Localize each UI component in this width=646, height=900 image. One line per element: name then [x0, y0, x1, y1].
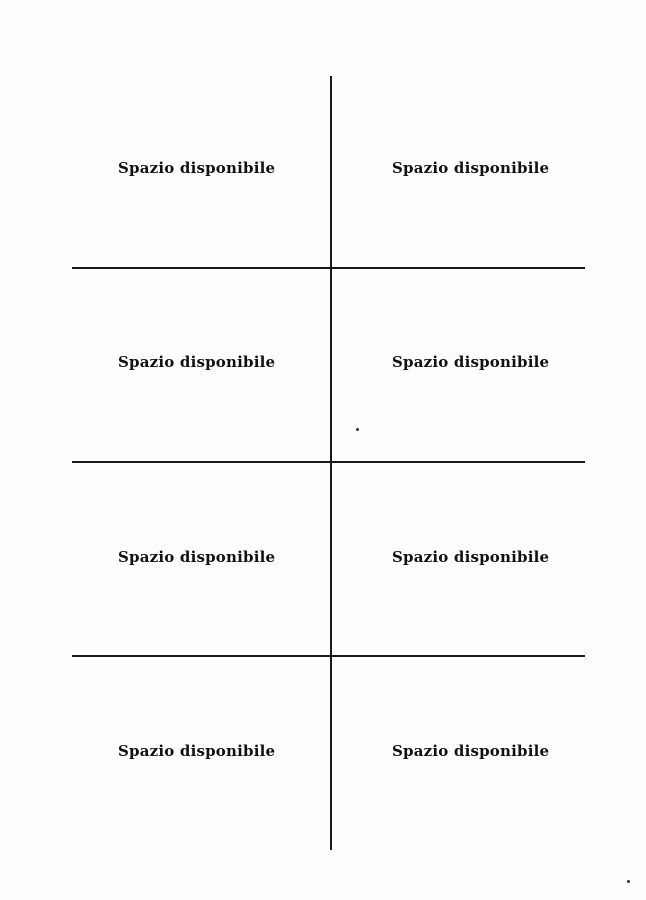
cell-4-left-label: Spazio disponibile — [118, 742, 276, 760]
cell-1-left-label: Spazio disponibile — [118, 159, 276, 177]
horizontal-divider-1 — [72, 267, 585, 269]
horizontal-divider-3 — [72, 655, 585, 657]
cell-2-left-label: Spazio disponibile — [118, 353, 276, 371]
vertical-divider — [330, 76, 332, 850]
cell-4-right-label: Spazio disponibile — [392, 742, 550, 760]
scan-speck — [627, 880, 630, 883]
cell-3-right-label: Spazio disponibile — [392, 548, 550, 566]
scan-speck — [356, 428, 359, 431]
cell-2-right-label: Spazio disponibile — [392, 353, 550, 371]
cell-3-left-label: Spazio disponibile — [118, 548, 276, 566]
cell-1-right-label: Spazio disponibile — [392, 159, 550, 177]
horizontal-divider-2 — [72, 461, 585, 463]
